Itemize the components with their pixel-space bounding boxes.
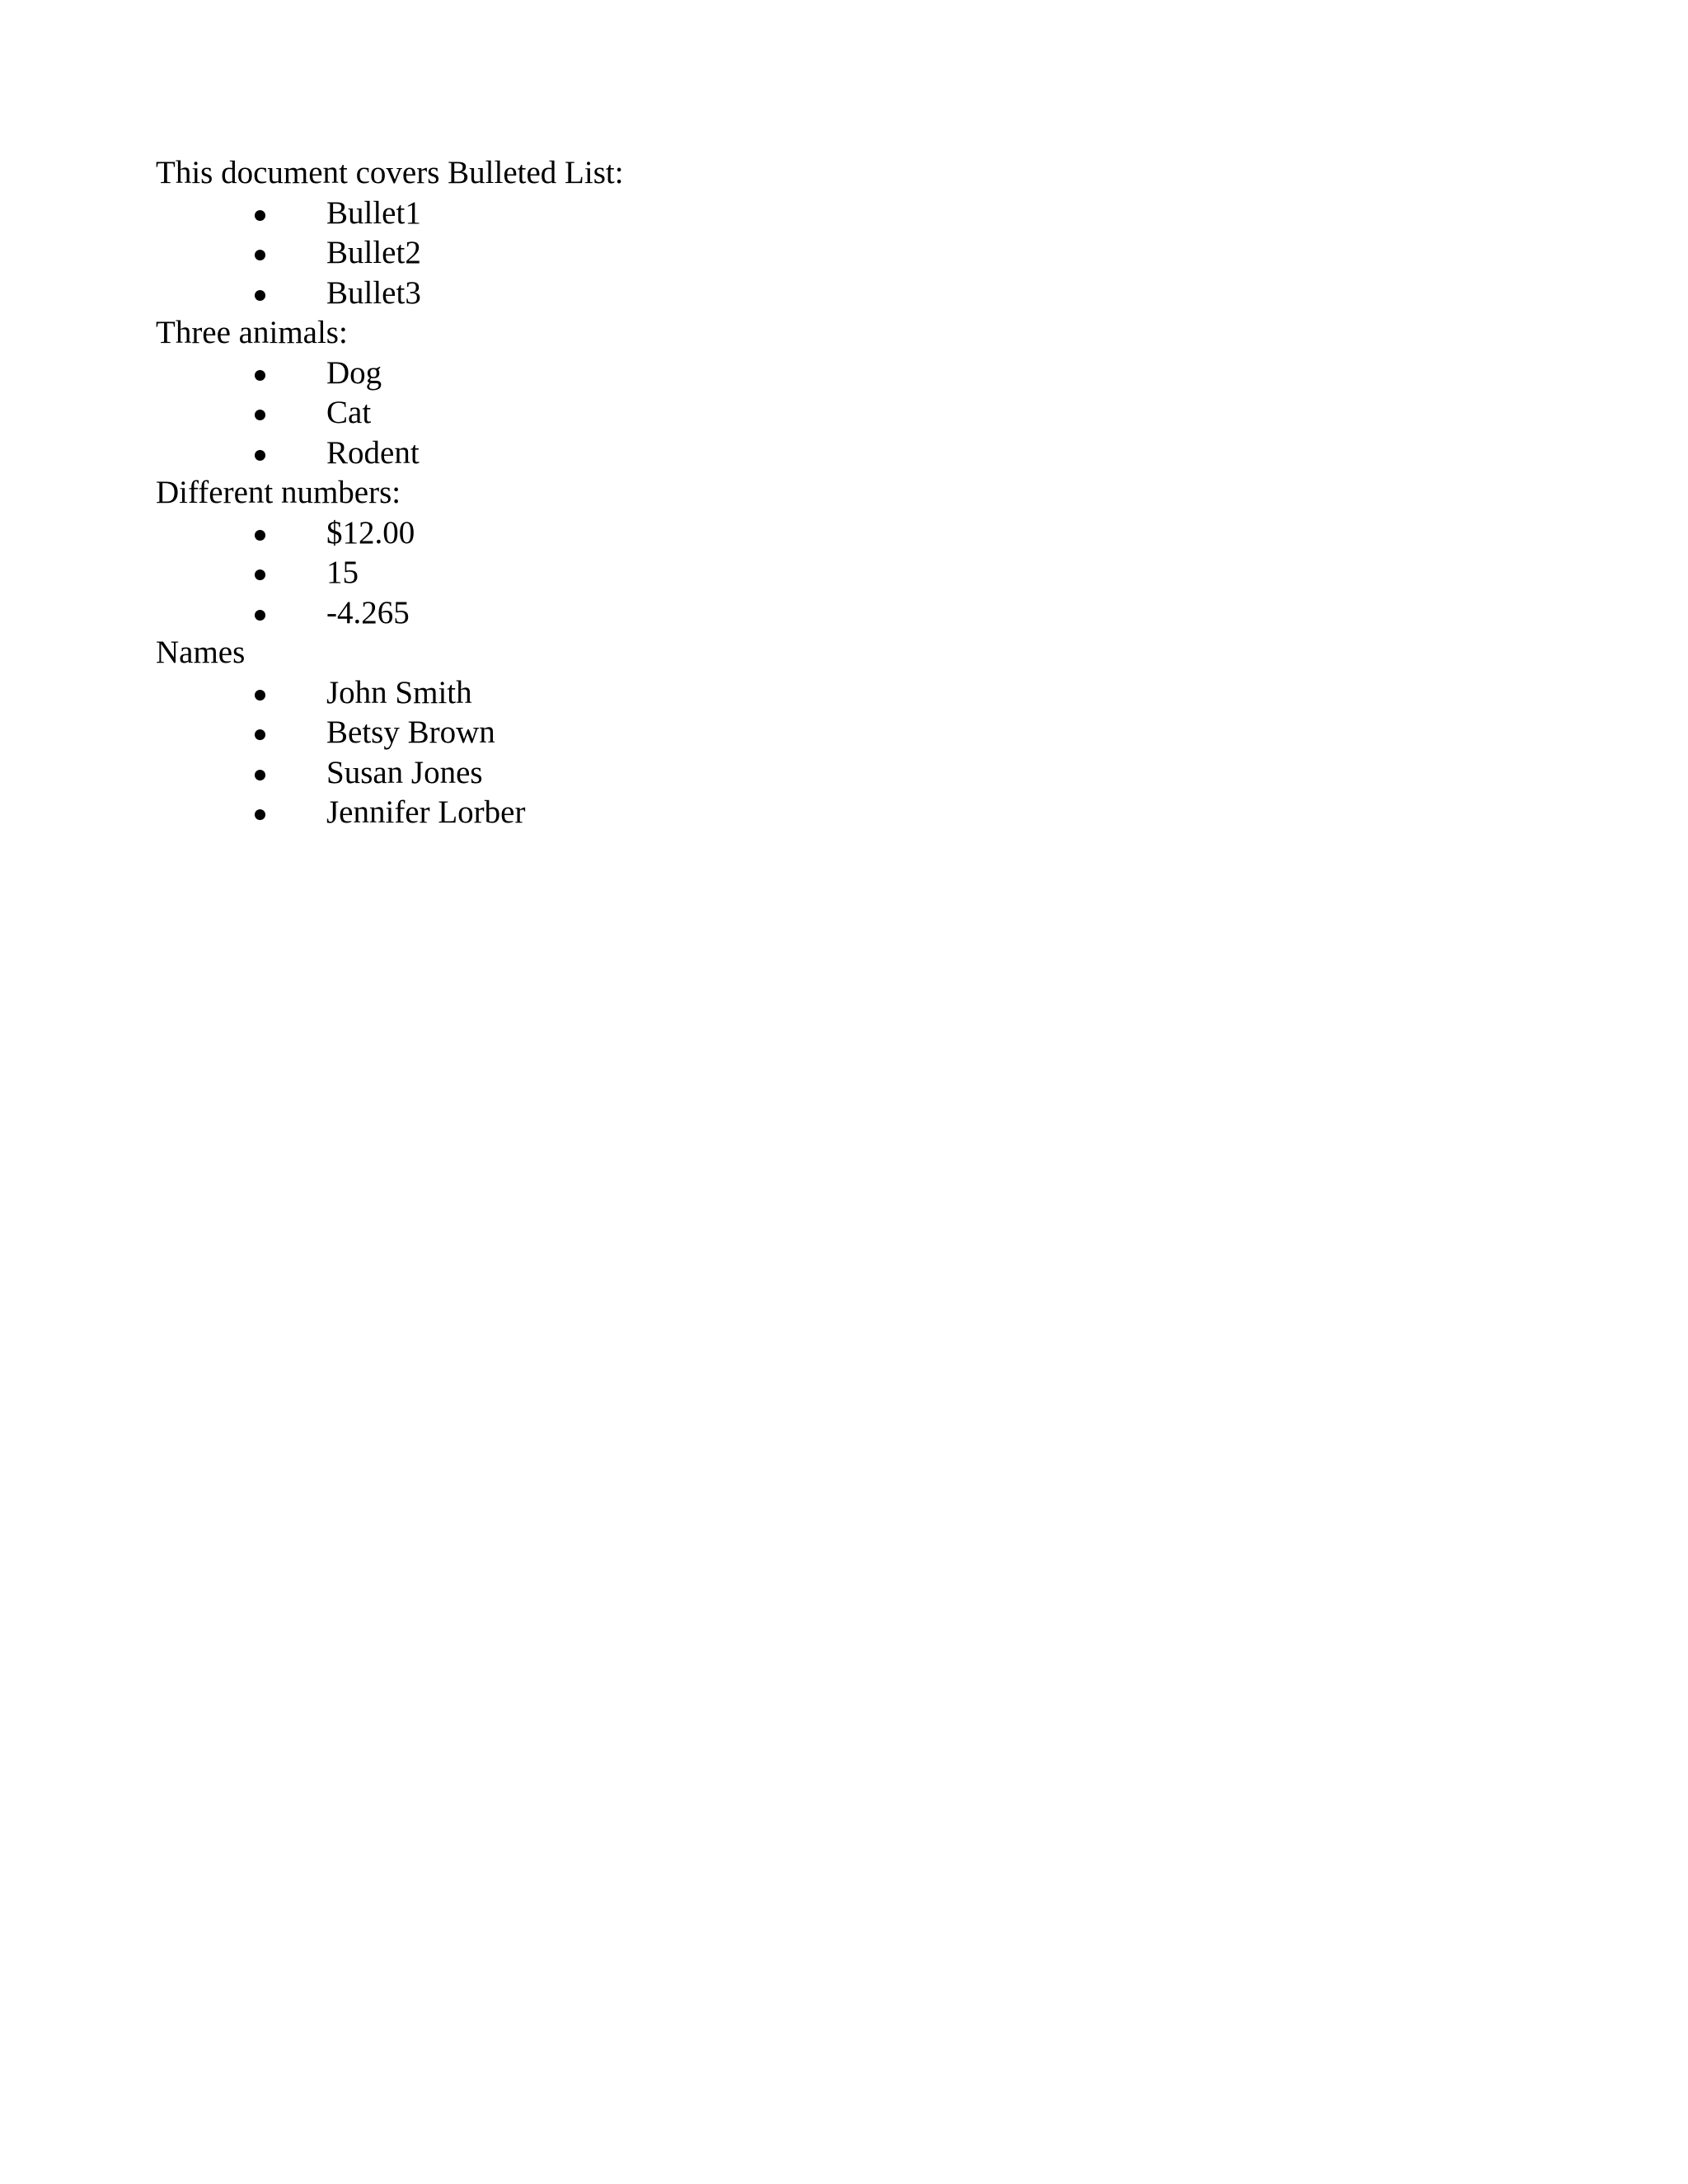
- bullet-list: [156, 194, 1532, 314]
- list-item: [156, 393, 1532, 434]
- list-item-text: -4.265: [326, 594, 410, 630]
- document-body: [156, 153, 1532, 833]
- list-item-text: 15: [326, 555, 359, 590]
- bullet-icon: [255, 690, 265, 701]
- bullet-list: [156, 513, 1532, 634]
- list-item: [156, 793, 1532, 833]
- list-item-text: Betsy Brown: [326, 715, 495, 750]
- list-item-text: $12.00: [326, 514, 415, 551]
- section-heading: Different numbers:: [156, 475, 401, 510]
- list-item-text: John Smith: [326, 674, 472, 710]
- bullet-icon: [255, 370, 265, 381]
- bullet-icon: [255, 410, 265, 420]
- bullet-icon: [255, 809, 265, 820]
- bullet-list: [156, 673, 1532, 833]
- list-item-text: Jennifer Lorber: [326, 794, 526, 830]
- list-item-text: Bullet3: [326, 274, 421, 311]
- section-different-numbers: [156, 473, 1532, 633]
- bullet-icon: [255, 610, 265, 621]
- bullet-icon: [255, 250, 265, 260]
- bullet-list: [156, 354, 1532, 474]
- bullet-icon: [255, 290, 265, 301]
- section-three-animals: [156, 313, 1532, 473]
- list-item-text: Bullet1: [326, 194, 421, 231]
- list-item: [156, 194, 1532, 234]
- section-names: [156, 633, 1532, 833]
- list-item: [156, 274, 1532, 314]
- list-item-text: Susan Jones: [326, 754, 483, 790]
- list-item-text: Bullet2: [326, 235, 421, 270]
- bullet-icon: [255, 450, 265, 461]
- list-item: [156, 434, 1532, 474]
- list-item: [156, 753, 1532, 794]
- bullet-icon: [255, 770, 265, 780]
- list-item-text: Cat: [326, 395, 372, 430]
- list-item: [156, 593, 1532, 634]
- bullet-icon: [255, 569, 265, 580]
- bullet-icon: [255, 729, 265, 740]
- list-item: [156, 713, 1532, 753]
- bullet-icon: [255, 210, 265, 221]
- section-heading: Names: [156, 635, 246, 670]
- section-heading: This document covers Bulleted List:: [156, 155, 624, 190]
- list-item-text: Dog: [326, 354, 382, 391]
- list-item: [156, 513, 1532, 554]
- list-item: [156, 354, 1532, 394]
- section-bulleted-list: [156, 153, 1532, 313]
- list-item: [156, 673, 1532, 714]
- section-heading: Three animals:: [156, 315, 348, 350]
- list-item: [156, 233, 1532, 274]
- list-item: [156, 553, 1532, 593]
- bullet-icon: [255, 530, 265, 541]
- list-item-text: Rodent: [326, 434, 420, 471]
